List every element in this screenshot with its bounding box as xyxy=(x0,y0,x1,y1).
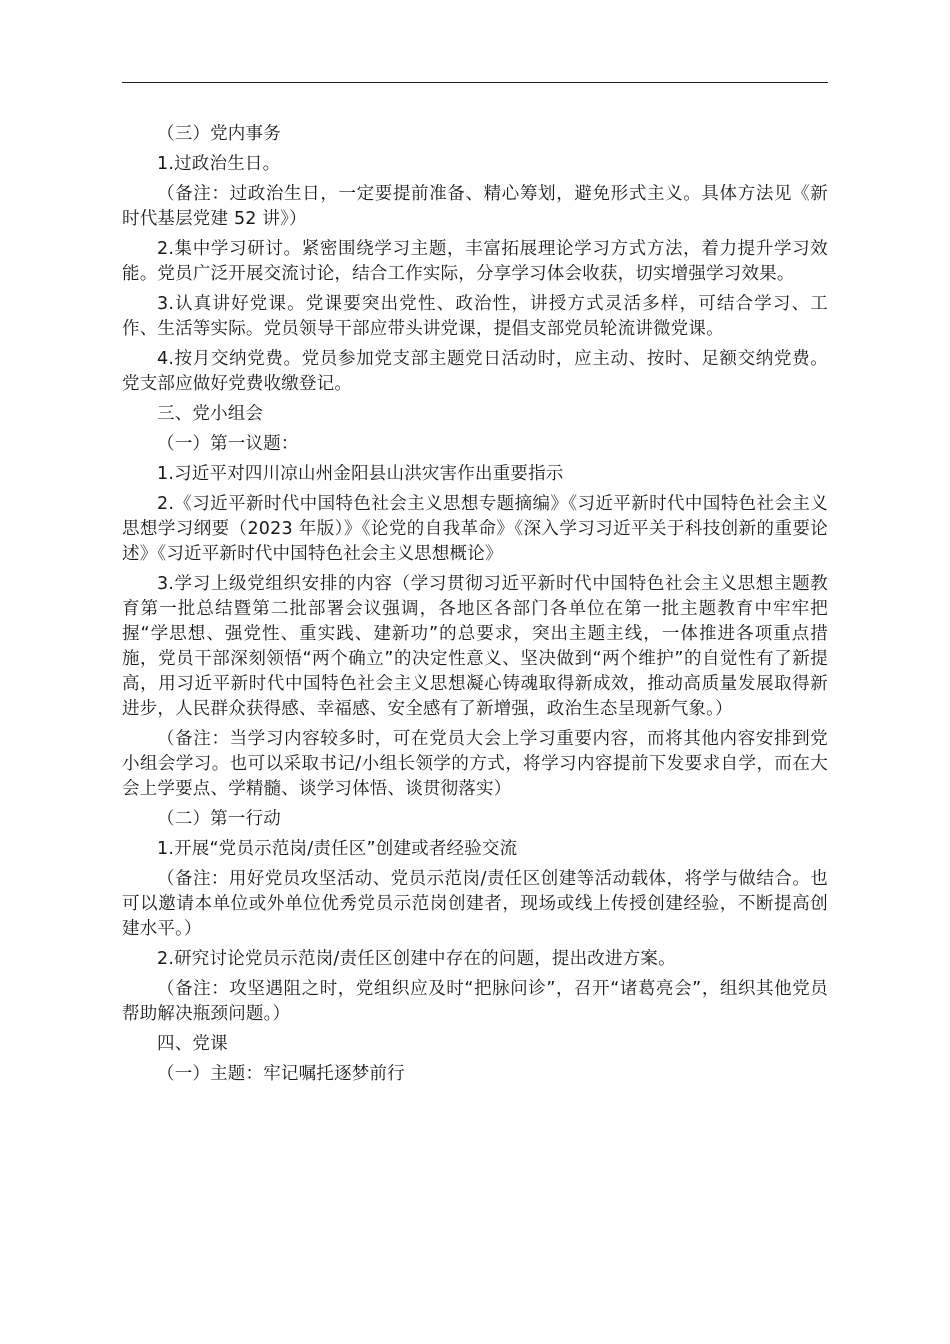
list-item: 1.开展“党员示范岗/责任区”创建或者经验交流 xyxy=(157,839,518,859)
list-item: 3.认真讲好党课。党课要突出党性、政治性，讲授方式灵活多样，可结合学习、工作、生活等实际。党员领导干部应带头讲党课，提倡支部党员轮流讲微党课。 xyxy=(122,294,828,339)
list-item: 2.研究讨论党员示范岗/责任区创建中存在的问题，提出改进方案。 xyxy=(157,949,676,969)
note-paragraph: （备注：攻坚遇阻之时，党组织应及时“把脉问诊”，召开“诸葛亮会”，组织其他党员帮助解决瓶颈问题。） xyxy=(122,979,828,1024)
note-paragraph: （备注：用好党员攻坚活动、党员示范岗/责任区创建等活动载体，将学与做结合。也可以邀请本单位或外单位优秀党员示范岗创建者，现场或线上传授创建经验，不断提高创建水平。） xyxy=(122,869,828,939)
subsection-heading-first-action: （二）第一行动 xyxy=(157,809,281,829)
list-item: 1.习近平对四川凉山州金阳县山洪灾害作出重要指示 xyxy=(157,464,564,484)
header-divider xyxy=(122,82,828,83)
list-item: 2.《习近平新时代中国特色社会主义思想专题摘编》《习近平新时代中国特色社会主义思想学习纲要（2023 年版）》《论党的自我革命》《深入学习习近平关于科技创新的重要论述》《习近平新时代中国特色社会主义思想概论》 xyxy=(122,494,828,564)
list-item: 3.学习上级党组织安排的内容（学习贯彻习近平新时代中国特色社会主义思想主题教育第一批总结暨第二批部署会议强调，各地区各部门各单位在第一批主题教育中牢牢把握“学思想、强党性、重实践、建新功”的总要求，突出主题主线，一体推进各项重点措施，党员干部深刻领悟“两个确立”的决定性意义、坚决做到“两个维护”的自觉性有了新提高，用习近平新时代中国特色社会主义思想凝心铸魂取得新成效，推动高质量发展取得新进步，人民群众获得感、幸福感、安全感有了新增强，政治生态呈现新气象。） xyxy=(122,574,828,719)
document-body xyxy=(122,122,828,1092)
list-item: 2.集中学习研讨。紧密围绕学习主题，丰富拓展理论学习方式方法，着力提升学习效能。党员广泛开展交流讨论，结合工作实际，分享学习体会收获，切实增强学习效果。 xyxy=(122,239,828,284)
list-item: 4.按月交纳党费。党员参加党支部主题党日活动时，应主动、按时、足额交纳党费。党支部应做好党费收缴登记。 xyxy=(122,349,828,394)
list-item: 1.过政治生日。 xyxy=(157,154,281,174)
subsection-heading-first-topic: （一）第一议题： xyxy=(157,434,299,454)
section-heading-party-group-meeting: 三、党小组会 xyxy=(157,404,264,424)
note-paragraph: （备注：过政治生日，一定要提前准备、精心筹划，避免形式主义。具体方法见《新时代基层党建 52 讲》） xyxy=(122,184,828,229)
section-heading-party-lecture: 四、党课 xyxy=(157,1034,228,1054)
note-paragraph: （备注：当学习内容较多时，可在党员大会上学习重要内容，而将其他内容安排到党小组会学习。也可以采取书记/小组长领学的方式，将学习内容提前下发要求自学，而在大会上学要点、学精髓、谈学习体悟、谈贯彻落实） xyxy=(122,729,828,799)
section-heading-party-affairs: （三）党内事务 xyxy=(157,124,281,144)
subsection-heading-theme: （一）主题：牢记嘱托逐梦前行 xyxy=(157,1064,405,1084)
